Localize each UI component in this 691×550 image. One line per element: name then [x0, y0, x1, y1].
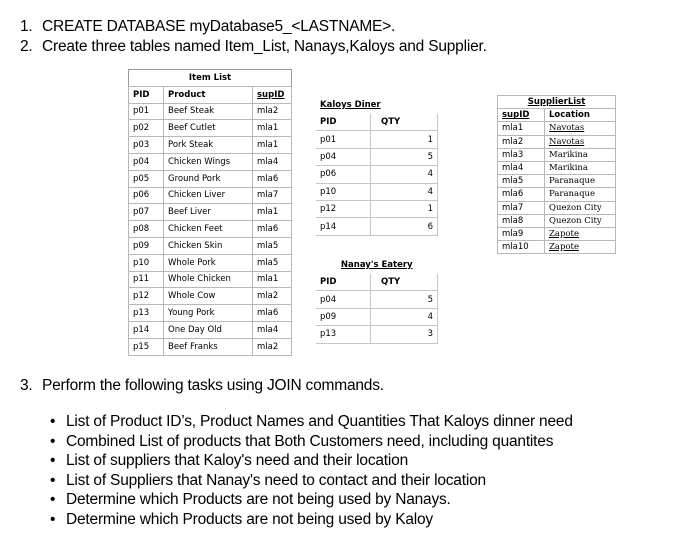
- item-pid-cell: p12: [129, 288, 164, 305]
- supplier-list-title: SupplierList: [498, 96, 616, 109]
- supplier-body: [498, 122, 616, 254]
- item-pid-cell: p02: [129, 120, 164, 137]
- table-row: [129, 221, 292, 238]
- item-list-body: [129, 103, 292, 355]
- instruction-3-text: Perform the following tasks using JOIN commands.: [42, 377, 384, 394]
- table-row: [498, 241, 616, 254]
- supplier-location-cell: Paranaque: [545, 175, 616, 188]
- table-row: [498, 214, 616, 227]
- table-row: [316, 291, 438, 308]
- supplier-supid-cell: mla6: [498, 188, 545, 201]
- instruction-2-number: 2.: [20, 38, 33, 55]
- supplier-supid-cell: mla10: [498, 241, 545, 254]
- item-pid-cell: p13: [129, 305, 164, 322]
- supplier-location-cell: Marikina: [545, 148, 616, 161]
- item-product-cell: Chicken Feet: [164, 221, 253, 238]
- kaloys-pid-cell: p06: [316, 166, 371, 183]
- supplier-location-cell: Quezon City: [545, 214, 616, 227]
- kaloys-pid-cell: p04: [316, 148, 371, 165]
- item-product-cell: Whole Cow: [164, 288, 253, 305]
- kaloys-title: Kaloys Diner: [320, 100, 381, 110]
- item-pid-cell: p09: [129, 237, 164, 254]
- kaloys-header-pid: PID: [316, 114, 371, 131]
- table-row: [129, 288, 292, 305]
- kaloys-qty-cell: 1: [371, 200, 438, 217]
- kaloys-qty-cell: 4: [371, 166, 438, 183]
- instruction-1-text: CREATE DATABASE myDatabase5_<LASTNAME>.: [42, 18, 396, 35]
- kaloys-diner-table: [316, 96, 438, 236]
- kaloys-header-qty: QTY: [371, 114, 438, 131]
- table-row: [129, 254, 292, 271]
- instruction-3: [20, 377, 384, 395]
- supplier-supid-cell: mla8: [498, 214, 545, 227]
- item-product-cell: Beef Cutlet: [164, 120, 253, 137]
- instruction-1-number: 1.: [20, 18, 33, 35]
- item-product-cell: Chicken Wings: [164, 153, 253, 170]
- kaloys-pid-cell: p10: [316, 183, 371, 200]
- item-product-cell: Ground Pork: [164, 170, 253, 187]
- item-product-cell: Whole Pork: [164, 254, 253, 271]
- table-row: [316, 131, 438, 148]
- table-row: [316, 308, 438, 325]
- kaloys-qty-cell: 1: [371, 131, 438, 148]
- item-product-cell: One Day Old: [164, 321, 253, 338]
- item-supid-cell: mla1: [253, 271, 292, 288]
- supplier-location-cell: Paranaque: [545, 188, 616, 201]
- item-supid-cell: mla6: [253, 170, 292, 187]
- supplier-header-supid: supID: [498, 109, 545, 122]
- nanays-body: [316, 291, 438, 343]
- item-pid-cell: p01: [129, 103, 164, 120]
- kaloys-qty-cell: 4: [371, 183, 438, 200]
- bullet-icon: •: [50, 491, 56, 509]
- item-pid-cell: p03: [129, 137, 164, 154]
- table-row: [498, 135, 616, 148]
- supplier-list-table: [497, 95, 616, 254]
- kaloys-body: [316, 131, 438, 235]
- item-list-header-supid: supID: [253, 86, 292, 103]
- nanays-title: [316, 256, 438, 274]
- supplier-supid-cell: mla3: [498, 148, 545, 161]
- table-row: [498, 188, 616, 201]
- table-row: [129, 271, 292, 288]
- nanays-title-text: Nanay's Eatery: [340, 260, 413, 270]
- nanays-eatery-table: [316, 256, 438, 344]
- supplier-supid-cell: mla1: [498, 122, 545, 135]
- supplier-location-cell: Zapote: [545, 241, 616, 254]
- task-text: List of Suppliers that Nanay's need to contact and their location: [66, 471, 486, 489]
- item-supid-cell: mla6: [253, 305, 292, 322]
- list-item: [38, 451, 573, 471]
- bullet-icon: •: [50, 413, 56, 430]
- item-list-title: Item List: [129, 70, 292, 87]
- task-text: Determine which Products are not being used by Nanays.: [66, 491, 451, 509]
- item-list-header-pid: PID: [129, 86, 164, 103]
- nanays-pid-cell: p13: [316, 326, 371, 343]
- item-product-cell: Chicken Skin: [164, 237, 253, 254]
- item-supid-cell: mla2: [253, 103, 292, 120]
- item-pid-cell: p05: [129, 170, 164, 187]
- item-supid-cell: mla1: [253, 204, 292, 221]
- item-supid-cell: mla6: [253, 221, 292, 238]
- kaloys-qty-cell: 5: [371, 148, 438, 165]
- nanays-pid-cell: p04: [316, 291, 371, 308]
- item-pid-cell: p07: [129, 204, 164, 221]
- nanays-pid-cell: p09: [316, 308, 371, 325]
- list-item: [38, 432, 573, 452]
- table-row: [498, 161, 616, 174]
- table-row: [316, 326, 438, 343]
- table-row: [129, 237, 292, 254]
- table-row: [498, 227, 616, 240]
- instruction-2-text: Create three tables named Item_List, Nanays,Kaloys and Supplier.: [42, 38, 487, 55]
- table-row: [129, 103, 292, 120]
- item-product-cell: Beef Liver: [164, 204, 253, 221]
- task-text: Combined List of products that Both Customers need, including quantites: [66, 432, 554, 450]
- supplier-supid-cell: mla5: [498, 175, 545, 188]
- item-pid-cell: p14: [129, 321, 164, 338]
- supplier-supid-cell: mla2: [498, 135, 545, 148]
- kaloys-pid-cell: p01: [316, 131, 371, 148]
- item-supid-cell: mla2: [253, 338, 292, 355]
- item-pid-cell: p15: [129, 338, 164, 355]
- list-item: [38, 471, 573, 491]
- nanays-header-pid: PID: [316, 274, 371, 291]
- bullet-icon: •: [50, 452, 56, 470]
- list-item: [38, 412, 573, 432]
- supplier-supid-cell: mla9: [498, 227, 545, 240]
- task-text: List of Product ID’s, Product Names and Quantities That Kaloys dinner need: [66, 413, 573, 430]
- item-pid-cell: p11: [129, 271, 164, 288]
- item-product-cell: Young Pork: [164, 305, 253, 322]
- item-pid-cell: p08: [129, 221, 164, 238]
- item-supid-cell: mla7: [253, 187, 292, 204]
- task-text: List of suppliers that Kaloy's need and their location: [66, 452, 408, 470]
- item-product-cell: Beef Steak: [164, 103, 253, 120]
- table-row: [129, 321, 292, 338]
- item-pid-cell: p06: [129, 187, 164, 204]
- table-row: [316, 183, 438, 200]
- kaloys-pid-cell: p12: [316, 200, 371, 217]
- item-supid-cell: mla5: [253, 254, 292, 271]
- item-list-table: [128, 69, 292, 356]
- nanays-qty-cell: 5: [371, 291, 438, 308]
- supplier-location-cell: Marikina: [545, 161, 616, 174]
- table-row: [129, 338, 292, 355]
- list-item: [38, 510, 573, 530]
- nanays-header-qty: QTY: [371, 274, 438, 291]
- task-text: Determine which Products are not being used by Kaloy: [66, 510, 433, 528]
- item-supid-cell: mla1: [253, 120, 292, 137]
- item-supid-cell: mla4: [253, 153, 292, 170]
- table-row: [316, 200, 438, 217]
- supplier-location-cell: Quezon City: [545, 201, 616, 214]
- item-product-cell: Chicken Liver: [164, 187, 253, 204]
- item-product-cell: Whole Chicken: [164, 271, 253, 288]
- table-row: [316, 166, 438, 183]
- table-row: [316, 218, 438, 235]
- item-product-cell: Pork Steak: [164, 137, 253, 154]
- table-row: [498, 201, 616, 214]
- task-list: [38, 412, 573, 530]
- supplier-location-cell: Navotas: [545, 122, 616, 135]
- instruction-3-number: 3.: [20, 377, 33, 394]
- table-row: [129, 137, 292, 154]
- instruction-2: [20, 38, 487, 56]
- item-pid-cell: p10: [129, 254, 164, 271]
- table-row: [129, 187, 292, 204]
- item-supid-cell: mla4: [253, 321, 292, 338]
- nanays-qty-cell: 4: [371, 308, 438, 325]
- item-supid-cell: mla2: [253, 288, 292, 305]
- item-list-header-product: Product: [164, 86, 253, 103]
- table-row: [129, 170, 292, 187]
- table-row: [498, 175, 616, 188]
- item-pid-cell: p04: [129, 153, 164, 170]
- supplier-location-cell: Zapote: [545, 227, 616, 240]
- list-item: [38, 490, 573, 510]
- item-product-cell: Beef Franks: [164, 338, 253, 355]
- item-supid-cell: mla5: [253, 237, 292, 254]
- bullet-icon: •: [50, 510, 56, 528]
- bullet-icon: •: [50, 471, 56, 489]
- table-row: [129, 153, 292, 170]
- table-row: [129, 305, 292, 322]
- table-row: [129, 120, 292, 137]
- table-row: [316, 148, 438, 165]
- kaloys-qty-cell: 6: [371, 218, 438, 235]
- table-row: [129, 204, 292, 221]
- table-row: [498, 122, 616, 135]
- kaloys-pid-cell: p14: [316, 218, 371, 235]
- supplier-location-cell: Navotas: [545, 135, 616, 148]
- supplier-header-location: Location: [545, 109, 616, 122]
- item-supid-cell: mla1: [253, 137, 292, 154]
- instruction-1: [20, 18, 395, 36]
- supplier-supid-cell: mla4: [498, 161, 545, 174]
- nanays-qty-cell: 3: [371, 326, 438, 343]
- bullet-icon: •: [50, 432, 56, 450]
- table-row: [498, 148, 616, 161]
- supplier-supid-cell: mla7: [498, 201, 545, 214]
